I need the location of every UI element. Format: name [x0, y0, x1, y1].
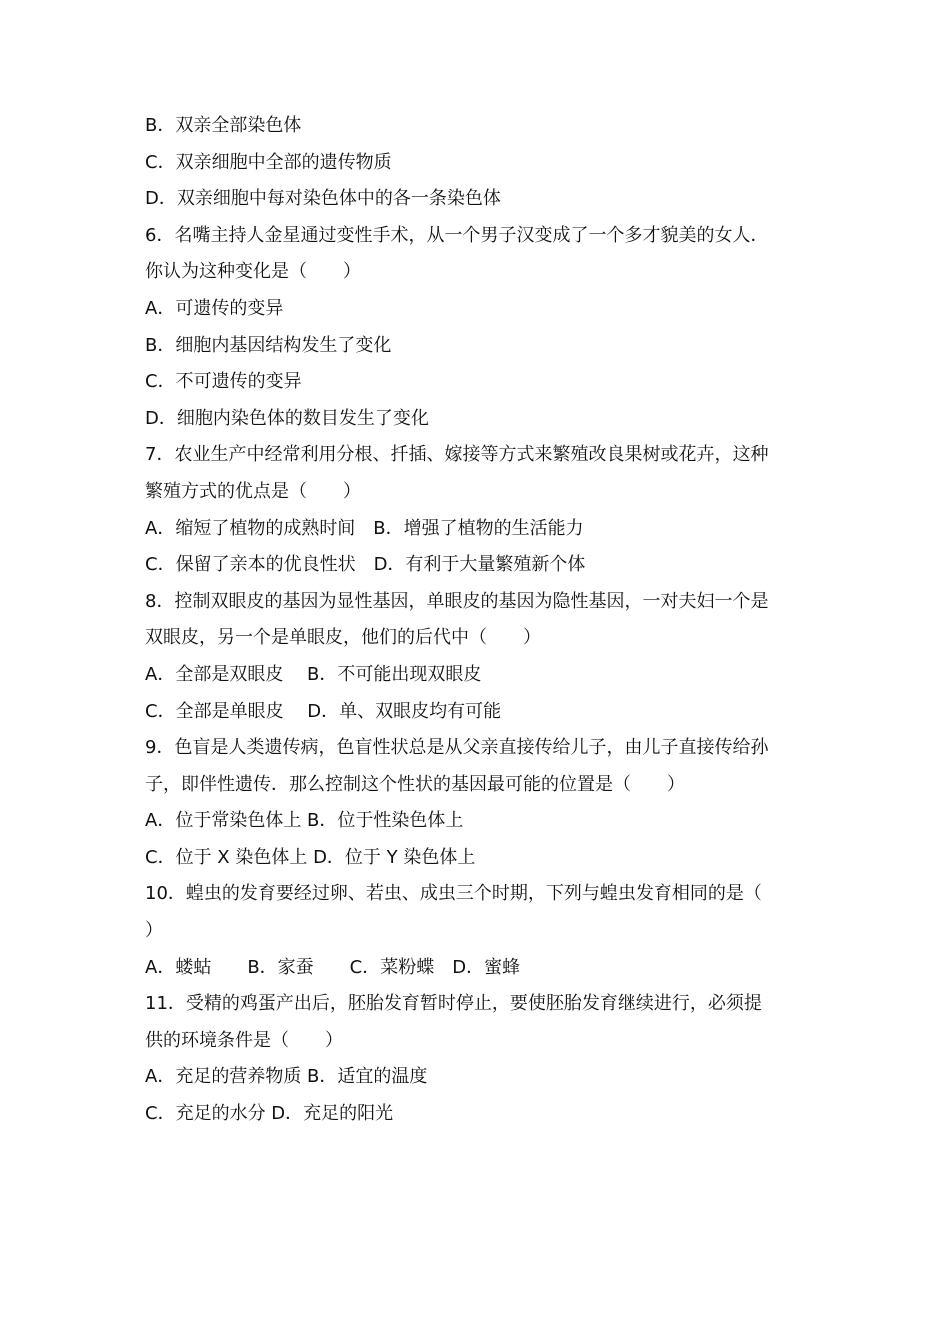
question-11-line-2: 供的环境条件是（ ）: [145, 1029, 343, 1051]
options-9-cd: C．位于 X 染色体上 D．位于 Y 染色体上: [145, 846, 476, 868]
option-6a: A．可遗传的变异: [145, 297, 284, 319]
options-9-ab: A．位于常染色体上 B．位于性染色体上: [145, 810, 464, 832]
question-9-line-2: 子，即伴性遗传．那么控制这个性状的基因最可能的位置是（ ）: [145, 773, 685, 795]
options-10: A．蝼蛄 B．家蚕 C．菜粉蝶 D．蜜蜂: [145, 956, 521, 978]
options-7-cd: C．保留了亲本的优良性状 D．有利于大量繁殖新个体: [145, 554, 586, 576]
option-6b: B．细胞内基因结构发生了变化: [145, 334, 392, 356]
options-8-ab: A．全部是双眼皮 B．不可能出现双眼皮: [145, 663, 482, 685]
option-5b: B．双亲全部染色体: [145, 115, 302, 136]
question-7-line-1: 7．农业生产中经常利用分根、扦插、嫁接等方式来繁殖改良果树或花卉，这种: [145, 444, 769, 466]
options-11-cd: C．充足的水分 D．充足的阳光: [145, 1103, 394, 1125]
question-8-line-2: 双眼皮，另一个是单眼皮，他们的后代中（ ）: [145, 627, 541, 649]
question-6-line-1: 6．名嘴主持人金星通过变性手术，从一个男子汉变成了一个多才貌美的女人．: [145, 224, 769, 246]
options-8-cd: C．全部是单眼皮 D．单、双眼皮均有可能: [145, 700, 502, 722]
question-10-line-2: ）: [145, 920, 163, 942]
options-11-ab: A．充足的营养物质 B．适宜的温度: [145, 1066, 428, 1088]
option-6c: C．不可遗传的变异: [145, 371, 302, 393]
question-11-line-1: 11．受精的鸡蛋产出后，胚胎发育暂时停止，要使胚胎发育继续进行，必须提: [145, 993, 762, 1015]
document-page: [145, 108, 815, 1133]
option-5c: C．双亲细胞中全部的遗传物质: [145, 151, 392, 173]
option-5d: D．双亲细胞中每对染色体中的各一条染色体: [145, 188, 501, 210]
question-9-line-1: 9．色盲是人类遗传病，色盲性状总是从父亲直接传给儿子，由儿子直接传给孙: [145, 737, 769, 759]
options-7-ab: A．缩短了植物的成熟时间 B．增强了植物的生活能力: [145, 517, 584, 539]
option-6d: D．细胞内染色体的数目发生了变化: [145, 407, 429, 429]
question-10-line-1: 10．蝗虫的发育要经过卵、若虫、成虫三个时期，下列与蝗虫发育相同的是（: [145, 883, 762, 905]
question-6-line-2: 你认为这种变化是（ ）: [145, 261, 361, 283]
question-7-line-2: 繁殖方式的优点是（ ）: [145, 480, 361, 502]
question-8-line-1: 8．控制双眼皮的基因为显性基因，单眼皮的基因为隐性基因，一对夫妇一个是: [145, 590, 769, 612]
